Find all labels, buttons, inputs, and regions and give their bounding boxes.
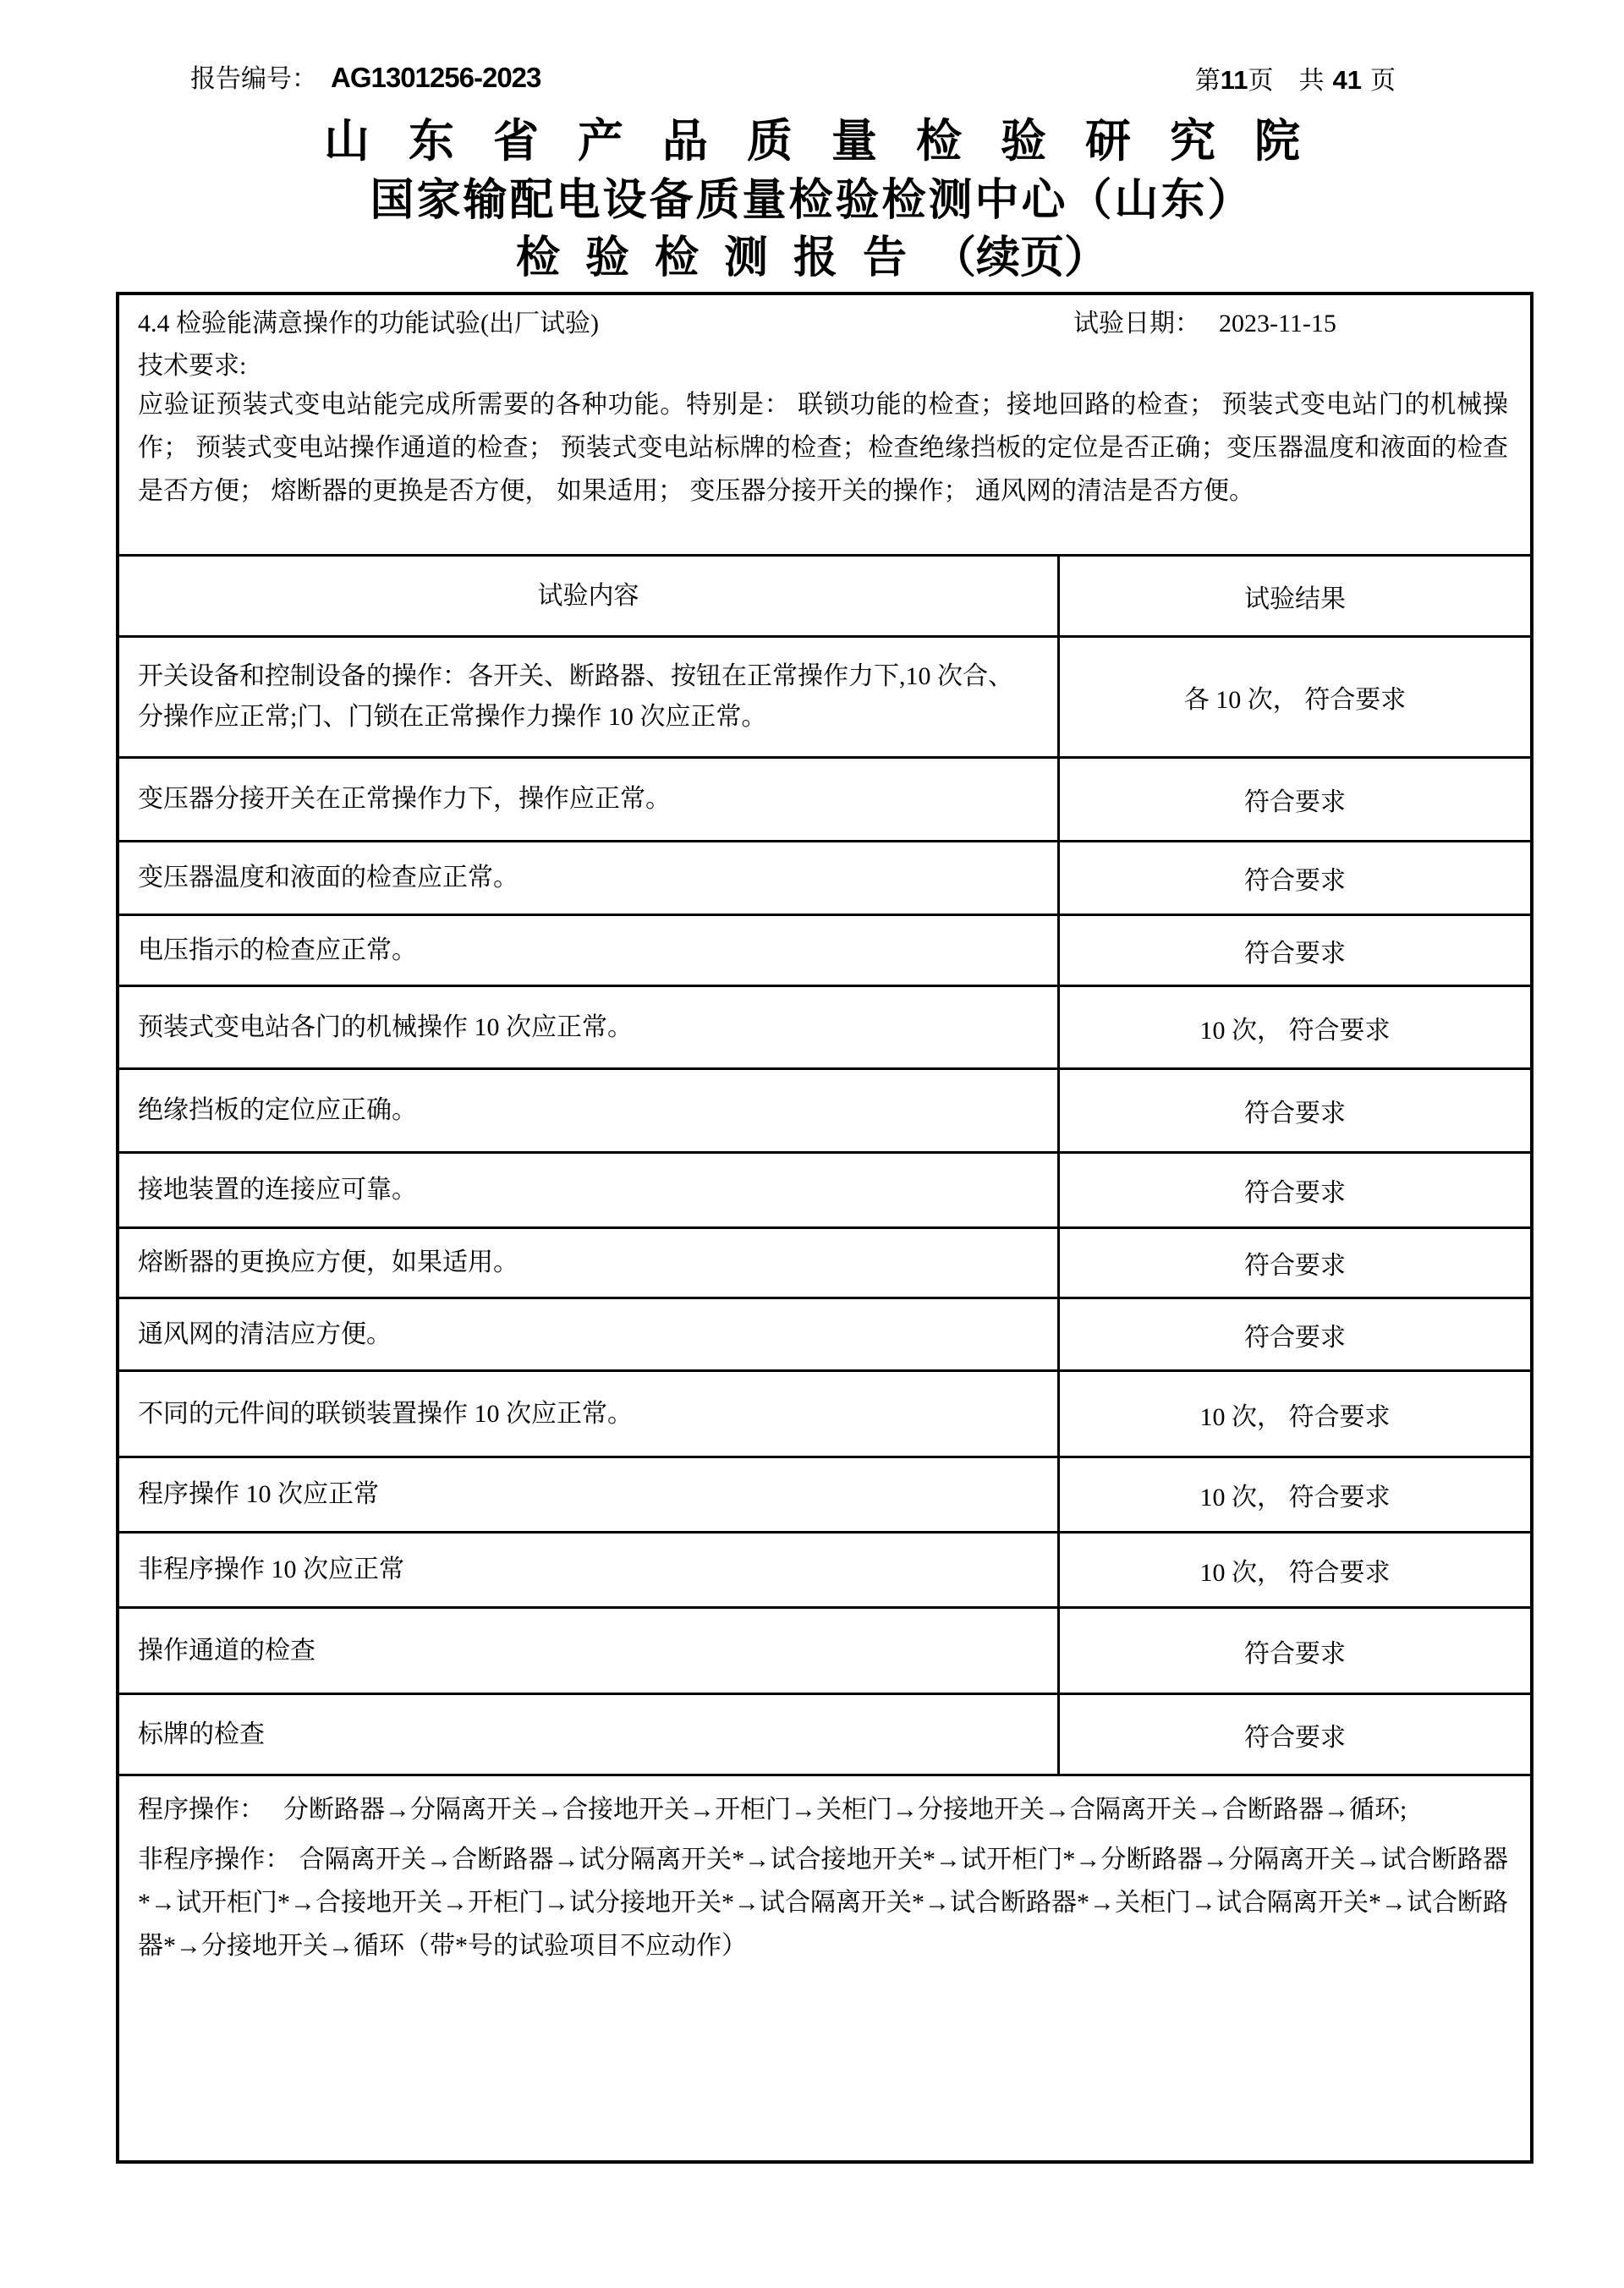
table-row	[119, 1297, 1530, 1369]
test-content-cell: 预装式变电站各门的机械操作 10 次应正常。	[119, 987, 1060, 1067]
total-suffix: 页	[1370, 67, 1396, 95]
test-content-cell: 变压器温度和液面的检查应正常。	[119, 842, 1060, 914]
report-number-label: 报告编号：	[190, 65, 317, 93]
table-header-result: 试验结果	[1244, 584, 1346, 613]
test-content-cell: 绝缘挡板的定位应正确。	[119, 1070, 1060, 1151]
total-number: 41	[1332, 65, 1362, 95]
test-result-cell: 符合要求	[1244, 1723, 1346, 1752]
report-title-main: 检验检测报告	[515, 234, 932, 283]
table-header-row	[119, 554, 1530, 635]
test-result-cell: 符合要求	[1244, 867, 1346, 895]
report-title-suffix: （续页）	[932, 234, 1109, 283]
test-result-cell: 各 10 次， 符合要求	[1183, 686, 1407, 714]
table-row	[119, 756, 1530, 840]
institution-title: 山东省产品质量检验研究院	[324, 116, 1339, 167]
tech-requirements-label: 技术要求:	[138, 352, 247, 380]
test-date	[1073, 307, 1336, 341]
test-content-cell: 不同的元件间的联锁装置操作 10 次应正常。	[119, 1372, 1060, 1456]
test-result-cell: 符合要求	[1244, 1179, 1346, 1207]
report-title	[103, 222, 1521, 285]
test-result-cell: 10 次， 符合要求	[1199, 1016, 1391, 1045]
table-row	[119, 1151, 1530, 1226]
test-date-value: 2023-11-15	[1219, 310, 1336, 337]
test-content-cell: 熔断器的更换应方便，如果适用。	[119, 1229, 1060, 1297]
non-procedure-operation-text: 合隔离开关→合断路器→试分隔离开关*→试合接地开关*→试开柜门*→分断路器→分隔离开关→试合断路器*→试开柜门*→合接地开关→开柜门→试分接地开关*→试合隔离开关*→试合断路器*→关柜门→试合隔离开关*→试合断路器*→分接地开关→循环（带*号的试验项目不应动作）	[138, 1846, 1509, 1960]
test-content-cell: 非程序操作 10 次应正常	[119, 1534, 1060, 1606]
test-date-label: 试验日期：	[1073, 310, 1200, 337]
test-content-cell: 变压器分接开关在正常操作力下，操作应正常。	[119, 759, 1060, 840]
operation-notes-section	[119, 1774, 1530, 1967]
total-prefix: 共	[1298, 67, 1325, 95]
test-result-cell: 符合要求	[1244, 1100, 1346, 1128]
test-content-cell: 标牌的检查	[119, 1695, 1060, 1774]
table-row	[119, 635, 1530, 756]
table-header-content: 试验内容	[119, 557, 1060, 635]
document-frame	[116, 292, 1533, 2164]
table-row	[119, 914, 1530, 985]
non-procedure-operation-paragraph	[138, 1838, 1508, 1967]
page-suffix: 页	[1248, 67, 1274, 95]
test-result-cell: 10 次， 符合要求	[1199, 1559, 1391, 1587]
table-row	[119, 1606, 1530, 1693]
page-number: 11	[1220, 65, 1248, 95]
center-title: 国家输配电设备质量检验检测中心（山东）	[370, 177, 1254, 225]
table-row	[119, 1693, 1530, 1774]
test-result-cell: 符合要求	[1244, 939, 1346, 968]
table-row	[119, 985, 1530, 1067]
table-row	[119, 1067, 1530, 1151]
procedure-operation-label: 程序操作：	[138, 1796, 265, 1824]
tech-requirements-text: 应验证预装式变电站能完成所需要的各种功能。特别是： 联锁功能的检查；接地回路的检查； 预装式变电站门的机械操作； 预装式变电站操作通道的检查； 预装式变电站标牌的检查；检查绝缘挡板的定位是否正确；变压器温度和液面的检查是否方便； 熔断器的更换是否方便， 如果适用； 变压器分接开关的操作； 通风网的清洁是否方便。	[138, 391, 1508, 505]
test-result-cell: 符合要求	[1244, 1323, 1346, 1352]
report-number-line	[190, 58, 540, 95]
table-row	[119, 840, 1530, 914]
table-row	[119, 1456, 1530, 1531]
procedure-operation-paragraph	[138, 1788, 1508, 1831]
test-content-cell: 操作通道的检查	[119, 1609, 1060, 1693]
table-row	[119, 1226, 1530, 1297]
test-result-cell: 10 次， 符合要求	[1199, 1402, 1391, 1431]
test-result-cell: 符合要求	[1244, 1639, 1346, 1668]
section-title-row	[138, 307, 1508, 341]
test-content-cell: 程序操作 10 次应正常	[119, 1458, 1060, 1531]
test-table	[119, 554, 1530, 1774]
section-title: 4.4 检验能满意操作的功能试验(出厂试验)	[138, 310, 599, 337]
test-content-cell: 开关设备和控制设备的操作：各开关、断路器、按钮在正常操作力下,10 次合、分操作应正常;门、门锁在正常操作力操作 10 次应正常。	[119, 638, 1060, 756]
test-content-cell: 电压指示的检查应正常。	[119, 916, 1060, 985]
requirements-section	[119, 295, 1530, 554]
report-number-value: AG1301256-2023	[331, 62, 541, 93]
non-procedure-operation-label: 非程序操作：	[138, 1846, 291, 1874]
test-content-cell: 通风网的清洁应方便。	[119, 1299, 1060, 1369]
test-result-cell: 10 次， 符合要求	[1199, 1484, 1391, 1512]
table-row	[119, 1531, 1530, 1606]
page-indicator	[1195, 59, 1396, 96]
page-prefix: 第	[1194, 67, 1221, 95]
test-result-cell: 符合要求	[1244, 788, 1346, 816]
test-result-cell: 符合要求	[1244, 1252, 1346, 1280]
test-content-cell: 接地装置的连接应可靠。	[119, 1154, 1060, 1226]
procedure-operation-text: 分断路器→分隔离开关→合接地开关→开柜门→关柜门→分接地开关→合隔离开关→合断路器→循环;	[283, 1796, 1407, 1824]
test-table-body	[119, 635, 1530, 1774]
table-row	[119, 1369, 1530, 1456]
